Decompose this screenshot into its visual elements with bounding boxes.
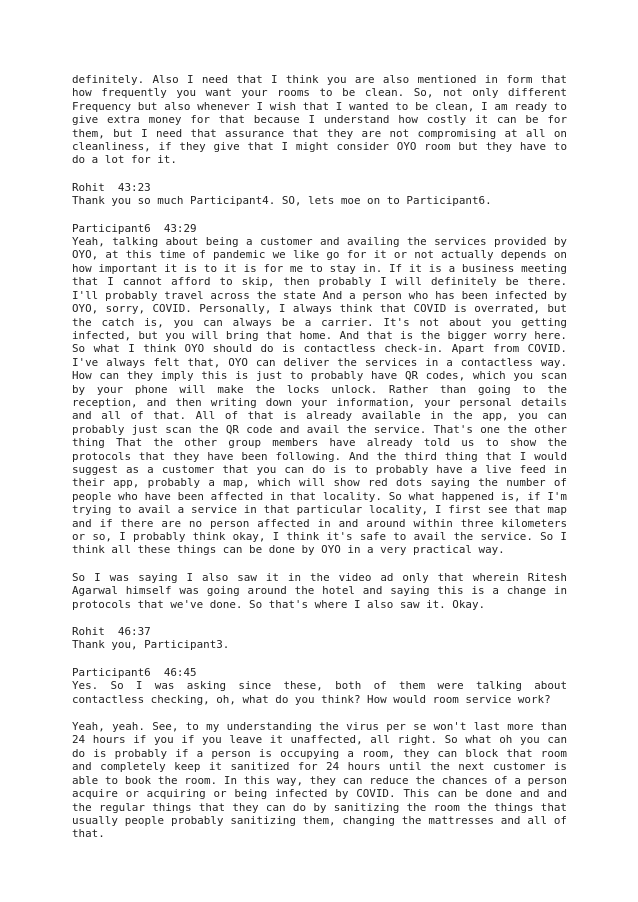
timestamp: 46:37 xyxy=(117,625,151,639)
utterance-text: Yeah, yeah. See, to my understanding the virus per se won't last more than 24 hours if you if you leave it unaffected, all right. So what oh you can do is probably if a person is occupying a room, they can block that room and completely keep it sanitized for 24 hours until the next customer is able to book the room. In this way, they can reduce the chances of a person acquire or acquiring or being infected by COVID. This can be done and and the regular things that they can do by sanitizing the room the things that usually people probably sanitizing them, changing the mattresses and all of that. xyxy=(72,720,567,841)
utterance-text: Thank you so much Participant4. SO, lets moe on to Participant6. xyxy=(72,194,492,208)
transcript-block xyxy=(72,73,567,167)
transcript-page xyxy=(72,73,567,855)
utterance-text: So I was saying I also saw it in the video ad only that wherein Ritesh Agarwal himself was going around the hotel and saying this is a change in protocols that we've done. So that's where I also saw it. Okay. xyxy=(72,570,567,611)
transcript-block xyxy=(72,720,567,841)
transcript-block xyxy=(72,666,567,706)
transcript-block xyxy=(72,181,567,208)
speaker-line xyxy=(72,181,567,194)
speaker-name: Participant6 xyxy=(72,221,151,235)
timestamp: 43:23 xyxy=(117,180,151,194)
speaker-name: Rohit xyxy=(72,625,105,639)
speaker-line xyxy=(72,666,567,679)
transcript-block xyxy=(72,222,567,557)
speaker-name: Participant6 xyxy=(72,665,151,679)
transcript-block xyxy=(72,625,567,652)
utterance-text: Yeah, talking about being a customer and availing the services provided by OYO, at this time of pandemic we like go for it or not actually depends on how important it is to it is for me to stay in. If it is a business meeting that I cannot afford to skip, then probably I will definitely be there. I'll probably travel across the state And a person who has been infected by OYO, sorry, COVID. Personally, I always think that COVID is overrated, but the catch is, you can always be a carrier. It's not about you getting infected, but you will bring that home. And that is the bigger worry here. So what I think OYO should do is contactless check-in. Apart from COVID. I've always felt that, OYO can deliver the services in a contactless way. How can they imply this is just to probably have QR codes, which you scan by your phone will make the locks unlock. Rather than going to the reception, and then writing down your information, your personal details and all of that. All of that is already available in the app, you can probably just scan the QR code and avail the service. That's one the other thing That the other group members have already told us to show the protocols that they have been following. And the third thing that I would suggest as a customer that you can do is to probably have a live feed in their app, probably a map, which will show red dots saying the number of people who have been affected in that locality. So what happened is, if I'm trying to avail a service in that particular locality, I first see that map and if there are no person affected in and around within three kilometers or so, I probably think okay, I think it's safe to avail the service. So I think all these things can be done by OYO in a very practical way. xyxy=(72,235,567,557)
utterance-text: definitely. Also I need that I think you are also mentioned in form that how frequently you want your rooms to be clean. So, not only different Frequency but also whenever I wish that I wanted to be clean, I am ready to give extra money for that because I understand how costly it can be for them, but I need that assurance that they are not compromising at all on cleanliness, if they give that I might consider OYO room but they have to do a lot for it. xyxy=(72,73,567,167)
utterance-text: Yes. So I was asking since these, both of them were talking about contactless checking, oh, what do you think? How would room service work? xyxy=(72,679,567,706)
utterance-text: Thank you, Participant3. xyxy=(72,638,230,652)
timestamp: 46:45 xyxy=(163,665,197,679)
speaker-line xyxy=(72,625,567,638)
transcript-block xyxy=(72,571,567,611)
speaker-line xyxy=(72,222,567,235)
timestamp: 43:29 xyxy=(163,221,197,235)
speaker-name: Rohit xyxy=(72,180,105,194)
